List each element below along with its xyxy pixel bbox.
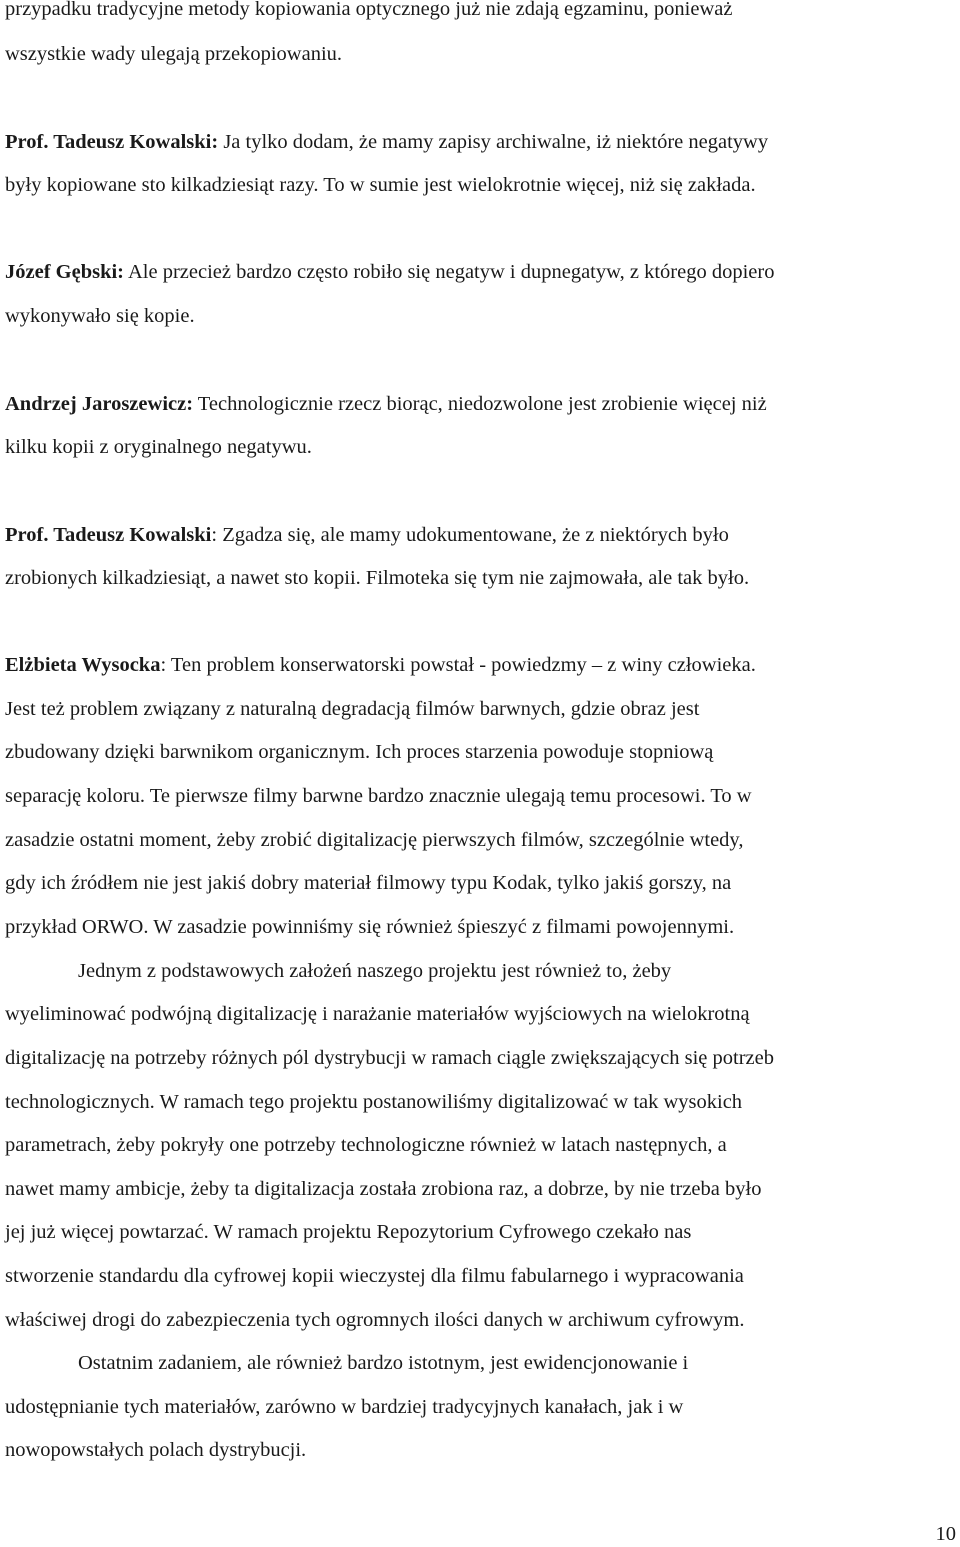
text-line	[5, 1219, 691, 1245]
text-line	[78, 958, 671, 984]
line-text: przypadku tradycyjne metody kopiowania optycznego już nie zdają egzaminu, ponieważ	[5, 0, 733, 20]
line-text: zbudowany dzięki barwnikom organicznym. Ich proces starzenia powoduje stopniową	[5, 741, 714, 763]
text-line	[5, 914, 734, 940]
line-text: : Zgadza się, ale mamy udokumentowane, że z niektórych było	[211, 524, 729, 546]
line-text: stworzenie standardu dla cyfrowej kopii wieczystej dla filmu fabularnego i wypracowania	[5, 1265, 744, 1287]
text-line	[5, 1307, 744, 1333]
text-line	[5, 870, 731, 896]
text-line	[5, 1132, 727, 1158]
line-text: parametrach, żeby pokryły one potrzeby technologiczne również w latach następnych, a	[5, 1134, 727, 1156]
speaker-name: Elżbieta Wysocka	[5, 654, 161, 676]
text-line	[5, 172, 756, 198]
line-text: Ja tylko dodam, że mamy zapisy archiwalne, iż niektóre negatywy	[218, 131, 769, 153]
text-line	[5, 783, 752, 809]
page-number: 10	[935, 1523, 956, 1545]
line-text: były kopiowane sto kilkadziesiąt razy. To w sumie jest wielokrotnie więcej, niż się zakłada.	[5, 174, 756, 196]
text-line	[5, 696, 699, 722]
line-text: nowopowstałych polach dystrybucji.	[5, 1439, 307, 1461]
text-line	[5, 129, 768, 155]
line-text: Jest też problem związany z naturalną degradacją filmów barwnych, gdzie obraz jest	[5, 698, 700, 720]
text-line	[5, 565, 749, 591]
line-text: digitalizację na potrzeby różnych pól dystrybucji w ramach ciągle zwiększających się potrzeb	[5, 1047, 774, 1069]
line-text: separację koloru. Te pierwsze filmy barwne bardzo znacznie ulegają temu procesowi. To w	[5, 785, 752, 807]
line-text: jej już więcej powtarzać. W ramach projektu Repozytorium Cyfrowego czekało nas	[5, 1221, 692, 1243]
line-text: kilku kopii z oryginalnego negatywu.	[5, 436, 312, 458]
speaker-name: Andrzej Jaroszewicz:	[5, 393, 194, 415]
text-line	[5, 1394, 683, 1420]
text-line	[5, 1263, 744, 1289]
speaker-name: Prof. Tadeusz Kowalski	[5, 524, 212, 546]
line-text: gdy ich źródłem nie jest jakiś dobry materiał filmowy typu Kodak, tylko jakiś gorszy, na	[5, 872, 732, 894]
text-line	[5, 1045, 774, 1071]
line-text: : Ten problem konserwatorski powstał - powiedzmy – z winy człowieka.	[160, 654, 756, 676]
text-line	[5, 1001, 750, 1027]
text-line	[5, 1089, 742, 1115]
text-line	[5, 259, 774, 285]
line-text: wykonywało się kopie.	[5, 305, 195, 327]
line-text: wszystkie wady ulegają przekopiowaniu.	[5, 43, 343, 65]
text-line	[5, 303, 195, 329]
line-text: przykład ORWO. W zasadzie powinniśmy się również śpieszyć z filmami powojennymi.	[5, 916, 735, 938]
text-line	[5, 652, 756, 678]
line-text: wyeliminować podwójną digitalizację i narażanie materiałów wyjściowych na wielokrotną	[5, 1003, 750, 1025]
text-line	[5, 827, 743, 853]
line-text: udostępnianie tych materiałów, zarówno w bardziej tradycyjnych kanałach, jak i w	[5, 1396, 684, 1418]
text-line	[78, 1350, 688, 1376]
text-line	[5, 1176, 761, 1202]
text-line	[5, 739, 713, 765]
line-text: Technologicznie rzecz biorąc, niedozwolone jest zrobienie więcej niż	[193, 393, 767, 415]
line-text: zasadzie ostatni moment, żeby zrobić digitalizację pierwszych filmów, szczególnie wtedy,	[5, 829, 744, 851]
speaker-name: Prof. Tadeusz Kowalski:	[5, 131, 219, 153]
line-text: zrobionych kilkadziesiąt, a nawet sto kopii. Filmoteka się tym nie zajmowała, ale tak było.	[5, 567, 750, 589]
text-line	[5, 1437, 306, 1463]
text-line	[5, 522, 729, 548]
line-text: właściwej drogi do zabezpieczenia tych ogromnych ilości danych w archiwum cyfrowym.	[5, 1309, 745, 1331]
text-line	[5, 41, 342, 67]
text-line	[5, 434, 312, 460]
line-text: technologicznych. W ramach tego projektu postanowiliśmy digitalizować w tak wysokich	[5, 1091, 743, 1113]
line-text: Jednym z podstawowych założeń naszego projektu jest również to, żeby	[78, 960, 672, 982]
text-line	[5, 391, 767, 417]
line-text: Ale przecież bardzo często robiło się negatyw i dupnegatyw, z którego dopiero	[124, 261, 775, 283]
line-text: Ostatnim zadaniem, ale również bardzo istotnym, jest ewidencjonowanie i	[78, 1352, 689, 1374]
text-line	[5, 0, 732, 22]
line-text: nawet mamy ambicje, żeby ta digitalizacja została zrobiona raz, a dobrze, by nie trzeba było	[5, 1178, 762, 1200]
speaker-name: Józef Gębski:	[5, 261, 124, 283]
